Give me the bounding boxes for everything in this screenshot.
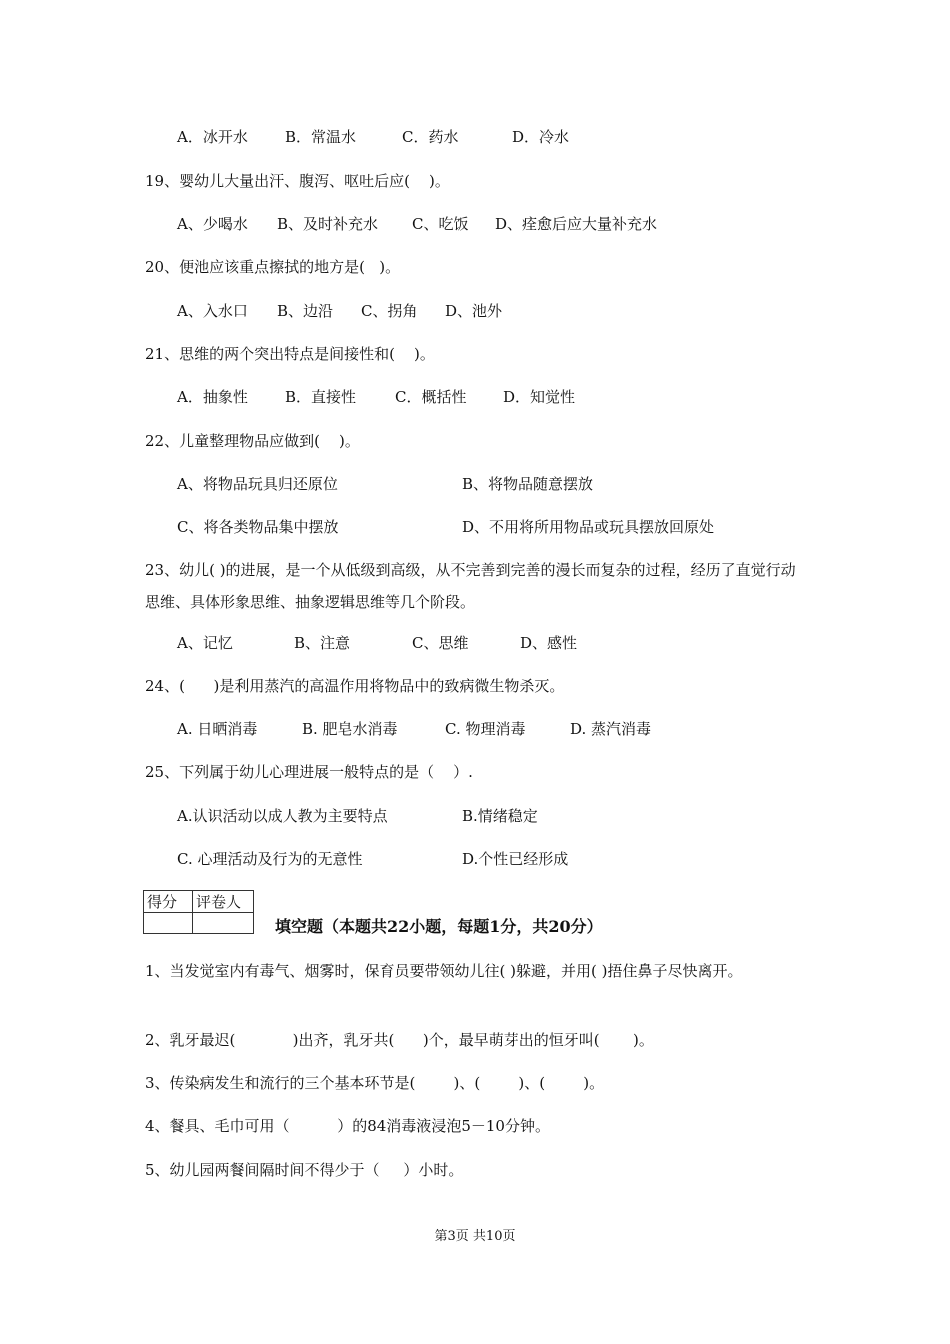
q23-option-c[interactable]: C、思维 (412, 634, 469, 652)
q24-option-b[interactable]: B. 肥皂水消毒 (302, 720, 398, 738)
q21-option-c[interactable]: C．概括性 (395, 388, 467, 406)
fill-q2: 2、乳牙最迟( )出齐，乳牙共( )个，最早萌芽出的恒牙叫( )。 (145, 1031, 654, 1049)
q22-option-a[interactable]: A、将物品玩具归还原位 (177, 475, 338, 493)
fill-q3: 3、传染病发生和流行的三个基本环节是( )、( )、( )。 (145, 1074, 605, 1092)
q18-option-b[interactable]: B．常温水 (285, 128, 357, 146)
q20-option-a[interactable]: A、入水口 (177, 302, 248, 320)
grader-cell[interactable] (193, 913, 254, 934)
q19-option-b[interactable]: B、及时补充水 (277, 215, 379, 233)
q18-option-c[interactable]: C．药水 (402, 128, 459, 146)
q19-stem: 19、婴幼儿大量出汗、腹泻、呕吐后应( )。 (145, 172, 450, 190)
q25-option-c[interactable]: C. 心理活动及行为的无意性 (177, 850, 363, 868)
page-footer: 第3页 共10页 (434, 1229, 516, 1244)
q18-option-d[interactable]: D．冷水 (512, 128, 570, 146)
q23-stem: 23、幼儿( )的进展，是一个从低级到高级，从不完善到完善的漫长而复杂的过程，经历了直觉行动思维、具体形象思维、抽象逻辑思维等几个阶段。 (145, 561, 796, 611)
q25-option-b[interactable]: B.情绪稳定 (462, 807, 538, 825)
q24-option-a[interactable]: A. 日晒消毒 (177, 720, 258, 738)
q19-option-c[interactable]: C、吃饭 (412, 215, 469, 233)
q21-option-d[interactable]: D．知觉性 (503, 388, 576, 406)
q22-stem: 22、儿童整理物品应做到( )。 (145, 432, 360, 450)
q19-option-a[interactable]: A、少喝水 (177, 215, 248, 233)
q24-stem: 24、( )是利用蒸汽的高温作用将物品中的致病微生物杀灭。 (145, 677, 565, 695)
grader-label: 评卷人 (193, 891, 254, 913)
score-cell[interactable] (144, 913, 193, 934)
q20-option-b[interactable]: B、边沿 (277, 302, 334, 320)
q21-stem: 21、思维的两个突出特点是间接性和( )。 (145, 345, 435, 363)
q23-option-a[interactable]: A、记忆 (177, 634, 233, 652)
q20-stem: 20、便池应该重点擦拭的地方是( )。 (145, 258, 401, 276)
q22-option-d[interactable]: D、不用将所用物品或玩具摆放回原处 (462, 518, 715, 536)
q25-options-row2 (177, 848, 817, 914)
q20-option-d[interactable]: D、池外 (445, 302, 503, 320)
q22-option-c[interactable]: C、将各类物品集中摆放 (177, 518, 339, 536)
score-table (143, 890, 254, 934)
q18-option-a[interactable]: A．冰开水 (177, 128, 248, 146)
q25-option-a[interactable]: A.认识活动以成人教为主要特点 (177, 807, 388, 825)
q22-option-b[interactable]: B、将物品随意摆放 (462, 475, 594, 493)
q24-option-d[interactable]: D. 蒸汽消毒 (570, 720, 652, 738)
q25-option-d[interactable]: D.个性已经形成 (462, 850, 569, 868)
q24-option-c[interactable]: C. 物理消毒 (445, 720, 526, 738)
section-title: 填空题（本题共22小题，每题1分，共20分） (275, 917, 603, 936)
q23-option-d[interactable]: D、感性 (520, 634, 578, 652)
q19-option-d[interactable]: D、痊愈后应大量补充水 (495, 215, 658, 233)
q25-stem: 25、下列属于幼儿心理进展一般特点的是（ ）. (145, 763, 473, 781)
fill-q1: 1、当发觉室内有毒气、烟雾时，保育员要带领幼儿往( )躲避，并用( )捂住鼻子尽快离开。 (145, 962, 743, 980)
q23-option-b[interactable]: B、注意 (294, 634, 351, 652)
q21-option-a[interactable]: A．抽象性 (177, 388, 248, 406)
fill-q5: 5、幼儿园两餐间隔时间不得少于（ ）小时。 (145, 1161, 464, 1179)
fill-q4: 4、餐具、毛巾可用（ ）的84消毒液浸泡5－10分钟。 (145, 1117, 550, 1135)
q20-option-c[interactable]: C、拐角 (361, 302, 418, 320)
q21-option-b[interactable]: B．直接性 (285, 388, 357, 406)
score-label: 得分 (144, 891, 193, 913)
